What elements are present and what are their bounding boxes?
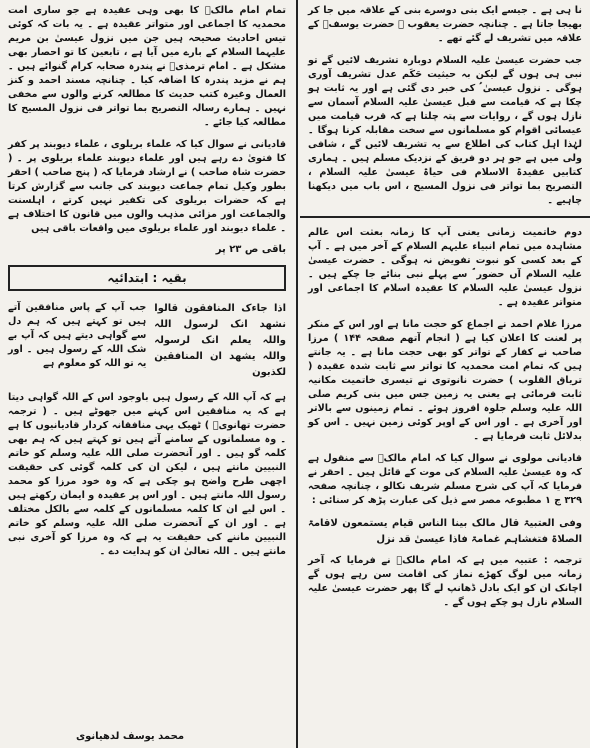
right-column xyxy=(300,0,590,748)
section-heading-box: بقیہ : ابتدائیہ xyxy=(8,265,286,291)
arabic-verse: اذا جاءک المنافقون قالوا نشھد انک لرسول اللہ واللہ یعلم انک لرسولہ واللہ یشھد ان المنافقین لکذبون xyxy=(154,303,286,378)
paragraph: قادیانی مولوی نے سوال کیا کہ امام مالکؒ سے منقول ہے کہ وہ عیسیٰ علیہ السلام کی موت کے قائل ہیں ۔ احقر نے فرمایا کہ آپ کی شرح مسلم شریف نکالو ، چنانچہ صفحہ ۳۲۹ ج ۱ مطبوعہ مصر سے ذیل کی عبارت پڑھ کر سنائی : xyxy=(308,453,582,506)
paragraph: نا ہی ہے ۔ جیسے ایک بنی دوسرے بنی کے علاقہ میں جا کر بھیجا جاتا ہے ۔ چنانچہ حضرت یعقوب ؑ حضرت یوسفؑ کے علاقہ میں تشریف لے گئے تھے ۔ xyxy=(308,5,582,44)
paragraph: قادیانی نے سوال کیا کہ علماء بریلوی ، علماء دیوبند پر کفر کا فتویٰ دے رہے ہیں اور علماء دیوبند علماء بریلوی پر ۔ ( حضرت شاہ صاحب ) نے ارشاد فرمایا کہ ( پنج صاحب ) احقر بطور وکیل تمام جماعت دیوبند کی جانب سے گزارش کرتا ہے کہ حضرات بریلوی کی تکفیر نہیں کرتے ، اہلسنت والجماعت اور مزائی مذہب والوں میں قانون کا اختلاف ہے ۔ علماء دیوبند اور علماء بریلوی میں واقعات باقی ہیں xyxy=(8,139,286,234)
paragraph: دوم خاتمیت زمانی یعنی آپ کا زمانہ بعثت اس عالم مشاہدہ میں تمام انبیاء علیہم السلام کے آخر میں ہے ۔ آپ کے بعد کسی کو نبوت تفویض نہ ہوگی ۔ حضرت عیسیٰ علیہ السلام آں حضور ؐ سے پہلے نبی بنائے جا چکے ہیں ۔ نزول عیسیٰ علیہ السلام کا عقیدہ اسلام کا اجماعی اور متواتر عقیدہ ہے ۔ xyxy=(308,227,582,308)
paragraph: جب حضرت عیسیٰ علیہ السلام دوبارہ تشریف لائیں گے تو نبی ہی ہوں گے لیکن بہ حیثیت حَکَم عدل تشریف آوری ہوگی ۔ نزول عیسیٰ ؑ کی خبر دی گئی ہے اور یہ ثابت ہو چکا ہے کہ قیامت سے قبل عیسیٰ علیہ السلام آسمان سے نازل ہوں گے ، روایات سے پتہ چلتا ہے کہ قرب قیامت میں عیسائی اقوام کو مسلمانوں سے سخت مقابلہ کرنا ہوگا ۔ لہٰذا اہل کتاب کی اطلاع سے یہ تشریف لائیں گے ، شافی ولی میں ہے جو ہر دو فریق کے نزدیک مسلم ہیں ۔ ہماری کتابیں عقیدۃ الاسلام فی حیاۃ عیسیٰ علیہ السلام ، التصریح بما تواتر فی نزول المسیح ، اس باب میں دیکھنا چاہیے ۔ xyxy=(308,55,582,206)
column-divider xyxy=(296,0,298,748)
author-signature: محمد یوسف لدھیانوی xyxy=(75,731,185,742)
paragraph: ترجمہ : عتبیہ میں ہے کہ امام مالکؒ نے فرمایا کہ آخر زمانہ میں لوگ کھڑے نماز کی اقامت سن رہے ہوں گے اچانک ان کو ایک بادل ڈھانپ لے گا پھر حضرت عیسیٰ علیہ السلام نازل ہو چکے ہوں گے ۔ xyxy=(308,555,582,608)
verse-section xyxy=(8,301,286,381)
left-column xyxy=(0,0,294,748)
arabic-quote: وفی العتبیۃ قال مالک بینا الناس قیام یستمعون لاقامۃ الصلاۃ فتغشاہم غمامۃ فاذا عیسیٰ قد نزل xyxy=(308,518,582,545)
paragraph: ہے کہ آپ اللہ کے رسول ہیں باوجود اس کے اللہ گواہی دیتا ہے کہ یہ منافقین اس کہنے میں جھوٹے ہیں ۔ ( ترجمہ حضرت تھانویؒ ) ٹھیک یہی منافقانہ کردار قادیانیوں کا ہے ۔ وہ مسلمانوں کے سامنے آتے ہیں تو کہتے ہیں کہ ہم بھی کلمہ گو ہیں ۔ اور آنحضرت صلی اللہ علیہ وسلم کو خاتم النبیین مانتے ہیں ، لیکن ان کی کلمہ گوئی کی حقیقت اچھی طرح واضح ہو چکی ہے کہ وہ خود مرزا کو محمد رسول اللہ مانتے ہیں ۔ اور اس پر عقیدہ و ایمان رکھتے ہیں ۔ اس لیے ان کا کلمہ مسلمانوں کے کلمہ سے بالکل مختلف ہے ۔ اور ان کے آنحضرت صلی اللہ علیہ وسلم کو خاتم النبیین ماننے کی حقیقت یہ ہے کہ وہ مرزا کو آخری نبی مانتے ہیں ۔ اللہ تعالیٰ ان کو ہدایت دے ۔ xyxy=(8,392,286,557)
section-divider xyxy=(300,216,590,218)
continuation-note: باقی ص ۲۳ پر xyxy=(215,244,286,255)
verse-translation: جب آپ کے پاس منافقین آتے ہیں تو کہتے ہیں کہ ہم دل سے گواہی دیتے ہیں کہ آپ بے شک اللہ کے رسول ہیں ۔ اور یہ تو اللہ کو معلوم ہے xyxy=(8,302,147,369)
paragraph: تمام امام مالکؒ کا بھی وہی عقیدہ ہے جو ساری امت محمدیہ کا اجماعی اور متواتر عقیدہ ہے ۔ یہ بات کہ کوئی تیس احادیث صحیحہ ہیں جن میں نزول عیسیٰ بن مریم علیہما السلام کے بارے میں آیا ہے ، تابعین کا تو احصار بھی مشکل ہے ۔ امام ترمذیؒ نے پندرہ صحابہ کرام گنوائے ہیں ۔ ہم نے مزید پندرہ کا اضافہ کیا ۔ چنانچہ مسند احمد و کنز العمال وغیرہ کتب حدیث کا مطالعہ کرنے والوں سے مخفی نہیں ۔ ہمارے رسالہ التصریح بما تواتر فی نزول المسیح کا مطالعہ کیا جائے ۔ xyxy=(8,5,286,128)
paragraph: مرزا غلام احمد نے اجماع کو حجت مانا ہے اور اس کے منکر پر لعنت کا اعلان کیا ہے ( انجام آتھم صفحہ ۱۴۴ ) مرزا صاحب نے کفار کے تواتر کو بھی حجت مانا ہے ۔ یہ جانتے ہیں کہ تمام امت محمدیہ کا تواتر سے ثابت شدہ عقیدہ ( تریاق القلوب ) حضرت نانوتوی نے تیسری خاتمیت مکانیہ ثابت فرمائی ہے یعنی یہ زمین جس میں بنی کریم صلی اللہ علیہ وسلم جلوہ افروز ہوئے ۔ تمام زمینوں سے بالاتر اور آخری ہے ۔ اور اس کے اوپر کوئی زمین نہیں ۔ اس کو بدلائل ثابت فرمایا ہے ۔ xyxy=(308,319,582,442)
